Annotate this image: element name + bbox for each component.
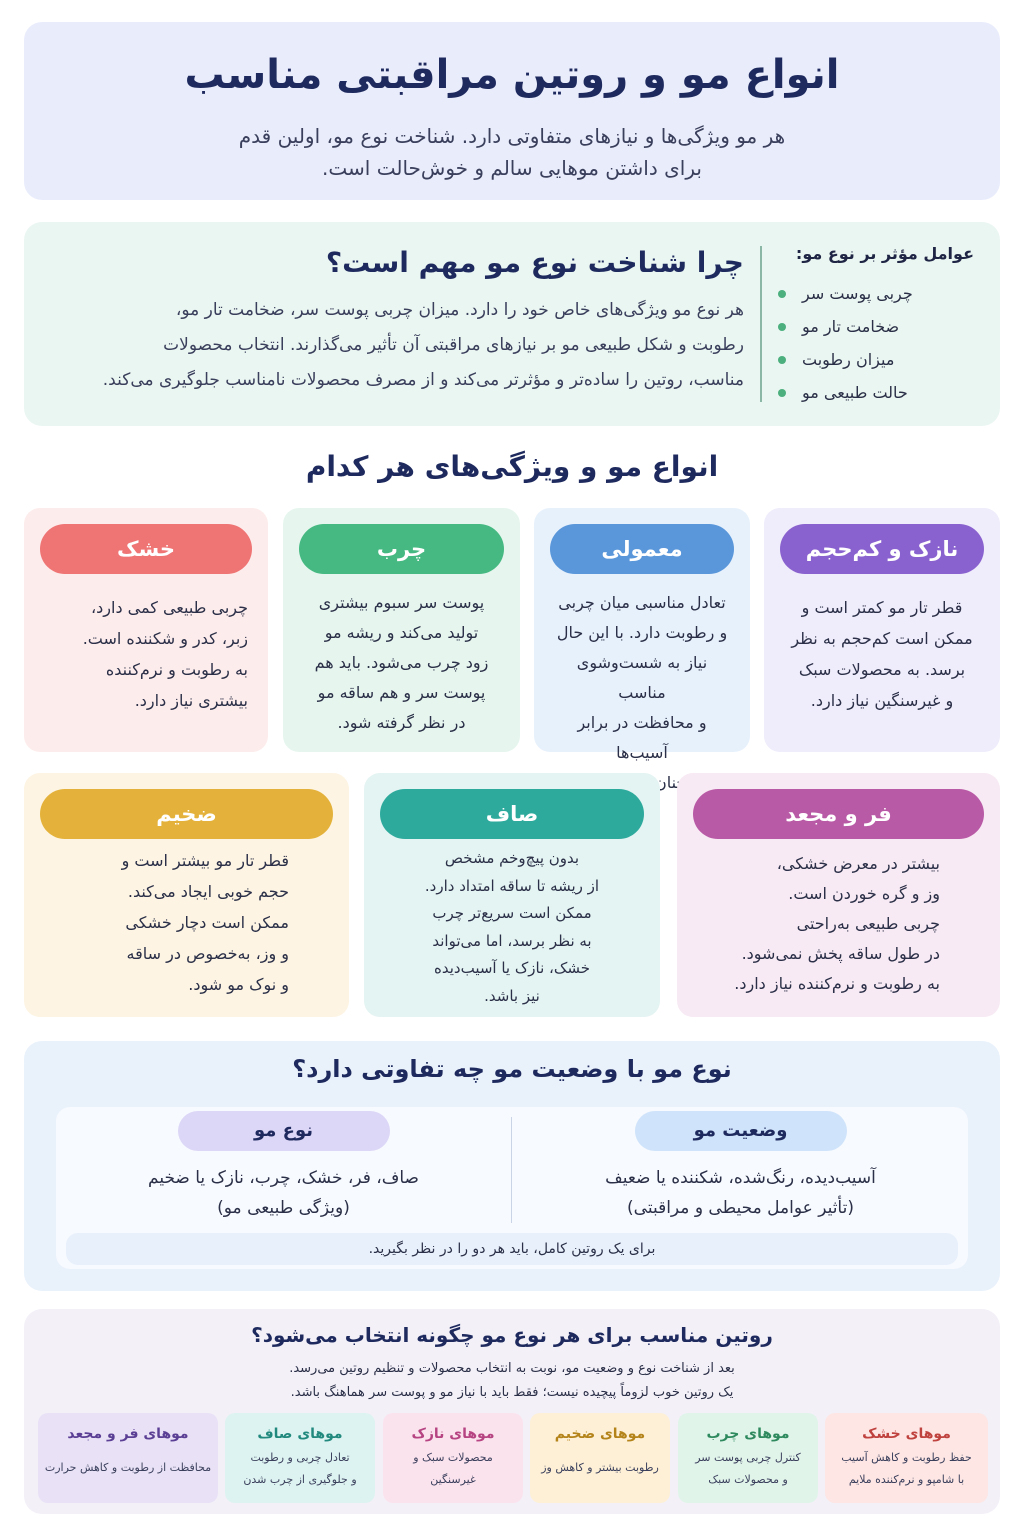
card-description <box>44 592 248 716</box>
bullet-dot-icon <box>778 323 786 331</box>
desc-line: زبر، کدر و شکننده است. <box>82 629 248 648</box>
routine-card-desc <box>530 1457 670 1479</box>
factor-item: ضخامت تار مو <box>774 310 974 343</box>
desc-line: بیشتری نیاز دارد. <box>134 691 248 710</box>
why-main <box>64 246 744 398</box>
routine-title: روتین مناسب برای هر نوع مو چگونه انتخاب می‌شود؟ <box>251 1323 773 1347</box>
why-paragraph <box>64 293 744 398</box>
card-dry-hair <box>24 508 268 752</box>
card-straight-hair <box>364 773 660 1017</box>
factors-box <box>774 244 974 409</box>
difference-note: برای یک روتین کامل، باید هر دو را در نظر بگیرید. <box>66 1233 958 1265</box>
desc-line: در طول ساقه پخش نمی‌شود. <box>741 944 940 963</box>
routine-card-desc <box>225 1447 375 1491</box>
desc-line: به رطوبت و نرم‌کننده نیاز دارد. <box>734 974 940 993</box>
factor-item: میزان رطوبت <box>774 343 974 376</box>
desc-line: حجم خوبی ایجاد می‌کند. <box>127 882 289 901</box>
card-normal-hair <box>534 508 750 762</box>
hair-type-column <box>56 1107 511 1227</box>
difference-box <box>56 1107 968 1269</box>
hair-condition-values: آسیب‌دیده، رنگ‌شده، شکننده یا ضعیف <box>605 1168 876 1188</box>
bullet-dot-icon <box>778 356 786 364</box>
desc-line: پوست سر و هم ساقه مو <box>317 683 486 702</box>
why-panel <box>24 222 1000 426</box>
desc-line: بدون پیچ‌وخم مشخص <box>444 849 580 867</box>
desc-line: و محصولات سبک <box>708 1473 788 1486</box>
why-line: مناسب، روتین را ساده‌تر و مؤثرتر می‌کند و از مصرف محصولات نامناسب جلوگیری می‌کند. <box>102 370 744 390</box>
routine-card-title: موهای چرب <box>706 1426 790 1442</box>
card-title-pill: خشک <box>40 524 252 574</box>
types-section-title: انواع مو و ویژگی‌های هر کدام <box>305 450 719 483</box>
hair-type-values: صاف، فر، خشک، چرب، نازک یا ضخیم <box>148 1168 419 1188</box>
routine-card-desc <box>38 1457 218 1479</box>
card-description <box>784 592 980 716</box>
card-title-pill: نازک و کم‌حجم <box>780 524 984 574</box>
factors-title: عوامل مؤثر بر نوع مو: <box>795 244 974 263</box>
desc-line: ممکن است سریع‌تر چرب <box>432 904 592 922</box>
bullet-dot-icon <box>778 290 786 298</box>
card-thin-hair <box>764 508 1000 752</box>
intro-text <box>192 120 832 184</box>
desc-line: از ریشه تا ساقه امتداد دارد. <box>424 876 600 895</box>
difference-panel <box>24 1041 1000 1291</box>
desc-line: و رطوبت دارد. با این حال <box>556 623 728 642</box>
desc-line: غیرسنگین <box>430 1473 476 1486</box>
header-panel <box>24 22 1000 200</box>
desc-line: چربی طبیعی به‌راحتی <box>796 914 940 933</box>
factor-item: چربی پوست سر <box>774 277 974 310</box>
desc-line: به نظر برسد، اما می‌تواند <box>432 931 592 950</box>
desc-line: حفظ رطوبت و کاهش آسیب <box>841 1451 972 1464</box>
desc-line: و غیرسنگین نیاز دارد. <box>810 691 954 710</box>
desc-line: تعادل مناسبی میان چربی <box>558 593 726 612</box>
routine-card-thin <box>383 1413 523 1503</box>
difference-title: نوع مو با وضعیت مو چه تفاوتی دارد؟ <box>292 1055 732 1083</box>
desc-line: برسد. به محصولات سبک <box>798 660 966 679</box>
desc-line: محصولات سبک و <box>413 1451 493 1464</box>
desc-line: با شامپو و نرم‌کننده ملایم <box>848 1473 965 1486</box>
desc-line: در نظر گرفته شود. <box>337 713 466 732</box>
routine-card-thick <box>530 1413 670 1503</box>
routine-card-desc <box>383 1447 523 1491</box>
hair-type-tag: نوع مو <box>178 1111 390 1151</box>
hair-type-note: (ویژگی طبیعی مو) <box>217 1198 350 1218</box>
card-title-pill: فر و مجعد <box>693 789 984 839</box>
factors-list <box>774 277 974 409</box>
intro-line: برای داشتن موهایی سالم و خوش‌حالت است. <box>322 156 702 180</box>
card-title-pill: معمولی <box>550 524 734 574</box>
desc-line: رطوبت بیشتر و کاهش وز <box>541 1461 659 1474</box>
routine-sub-line: بعد از شناخت نوع و وضعیت مو، نوبت به انتخاب محصولات و تنظیم روتین می‌رسد. <box>289 1361 735 1376</box>
desc-line: به رطوبت و نرم‌کننده <box>105 660 248 679</box>
hair-condition-tag: وضعیت مو <box>635 1111 847 1151</box>
card-curly-hair <box>677 773 1000 1017</box>
bullet-dot-icon <box>778 389 786 397</box>
routine-card-desc <box>825 1447 988 1491</box>
desc-line: ممکن است دچار خشکی <box>125 913 289 932</box>
desc-line: و جلوگیری از چرب شدن <box>243 1473 357 1486</box>
desc-line: ممکن است کم‌حجم به نظر <box>791 629 973 648</box>
routine-card-title: موهای ضخیم <box>554 1426 646 1442</box>
hair-condition-note: (تأثیر عوامل محیطی و مراقبتی) <box>627 1198 854 1218</box>
desc-line: و وز، به‌خصوص در ساقه <box>126 944 289 963</box>
desc-line: زود چرب می‌شود. باید هم <box>314 653 489 672</box>
why-title: چرا شناخت نوع مو مهم است؟ <box>325 246 744 279</box>
factor-item: حالت طبیعی مو <box>774 376 974 409</box>
card-description <box>384 845 640 1010</box>
card-description <box>554 588 730 798</box>
routine-card-title: موهای نازک <box>411 1426 495 1442</box>
routine-card-straight <box>225 1413 375 1503</box>
desc-line: خشک، نازک یا آسیب‌دیده <box>434 959 590 977</box>
card-description <box>303 588 500 738</box>
desc-line: بیشتر در معرض خشکی، <box>776 854 940 873</box>
desc-line: و محافظت در برابر آسیب‌ها <box>577 713 707 762</box>
routine-sub-line: یک روتین خوب لزوماً پیچیده نیست؛ فقط باید با نیاز مو و پوست سر هماهنگ باشد. <box>290 1385 734 1400</box>
card-description <box>44 845 289 1000</box>
desc-line: پوست سر سبوم بیشتری <box>318 593 485 612</box>
desc-line: و نوک مو شود. <box>188 975 289 994</box>
routine-card-title: موهای فر و مجعد <box>67 1426 189 1442</box>
desc-line: تعادل چربی و رطوبت <box>250 1451 350 1464</box>
routine-card-title: موهای صاف <box>257 1426 343 1442</box>
hair-condition-column <box>513 1107 968 1227</box>
card-title-pill: ضخیم <box>40 789 333 839</box>
desc-line: کنترل چربی پوست سر <box>695 1451 801 1464</box>
intro-line: هر مو ویژگی‌ها و نیازهای متفاوتی دارد. شناخت نوع مو، اولین قدم <box>238 124 786 148</box>
column-divider <box>511 1117 512 1223</box>
routine-card-desc <box>678 1447 818 1491</box>
page-title: انواع مو و روتین مراقبتی مناسب <box>184 52 840 98</box>
desc-line: وز و گره خوردن است. <box>788 884 940 903</box>
card-description <box>697 849 940 999</box>
routine-card-curly <box>38 1413 218 1503</box>
routine-card-dry <box>825 1413 988 1503</box>
desc-line: محافظت از رطوبت و کاهش حرارت <box>44 1461 212 1474</box>
routine-subtitle <box>24 1357 1000 1405</box>
desc-line: تولید می‌کند و ریشه مو <box>324 623 479 642</box>
why-line: رطوبت و شکل طبیعی مو بر نیازهای مراقبتی آن تأثیر می‌گذارند. انتخاب محصولات <box>163 335 744 355</box>
card-oily-hair <box>283 508 520 752</box>
card-title-pill: صاف <box>380 789 644 839</box>
desc-line: چربی طبیعی کمی دارد، <box>91 598 248 617</box>
routine-card-oily <box>678 1413 818 1503</box>
desc-line: قطر تار مو بیشتر است و <box>121 851 289 870</box>
why-line: هر نوع مو ویژگی‌های خاص خود را دارد. میزان چربی پوست سر، ضخامت تار مو، <box>175 300 744 320</box>
routine-card-title: موهای خشک <box>862 1426 951 1442</box>
card-thick-hair <box>24 773 349 1017</box>
vertical-divider <box>760 246 762 402</box>
desc-line: قطر تار مو کمتر است و <box>801 598 963 617</box>
desc-line: نیز باشد. <box>484 986 540 1005</box>
card-title-pill: چرب <box>299 524 504 574</box>
desc-line: نیاز به شست‌وشوی مناسب <box>576 653 708 702</box>
